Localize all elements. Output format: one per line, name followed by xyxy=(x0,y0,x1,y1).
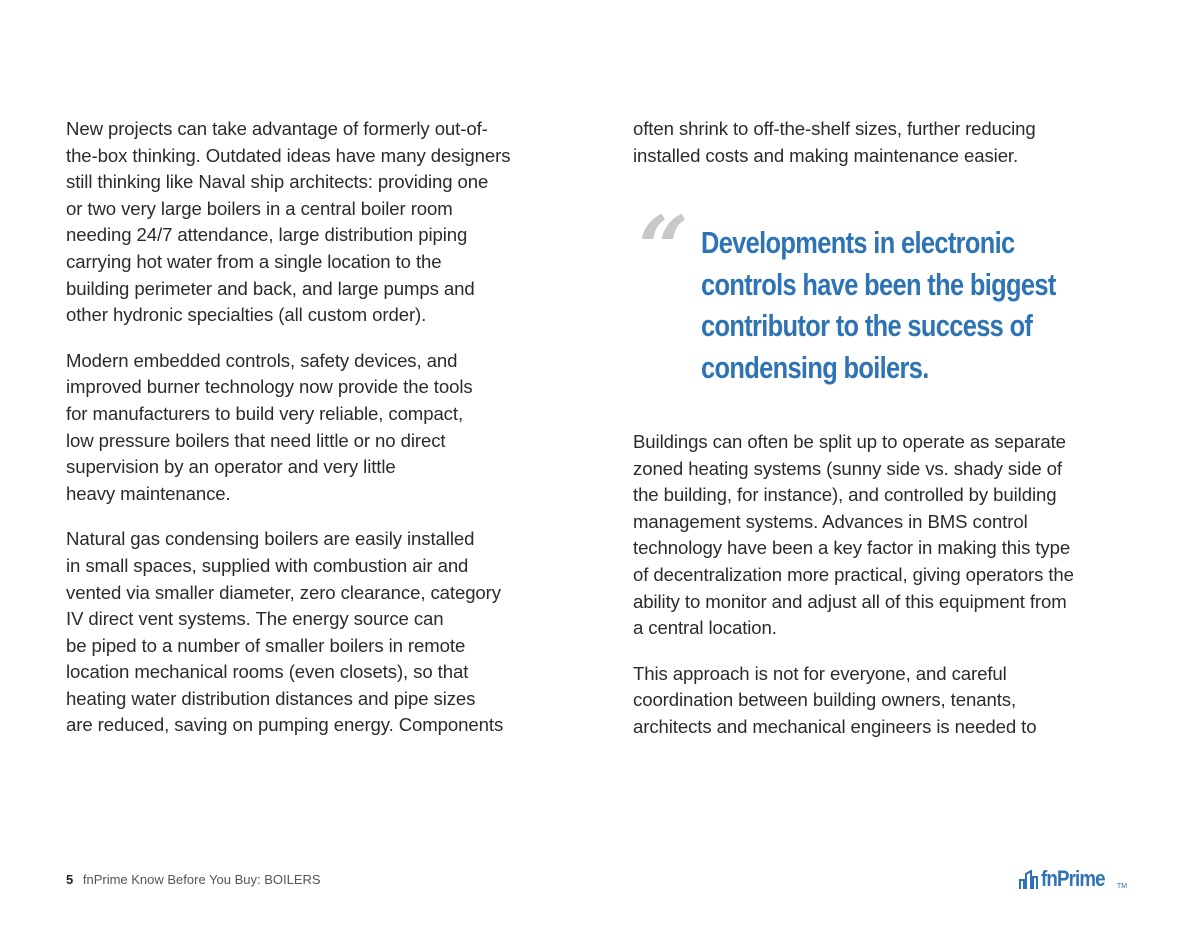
text-line: carrying hot water from a single location to the xyxy=(66,250,442,272)
text-line: Modern embedded controls, safety devices, and xyxy=(66,349,458,371)
text-line: architects and mechanical engineers is needed to xyxy=(633,715,1037,737)
footer-title: fnPrime Know Before You Buy: BOILERS xyxy=(82,872,321,887)
quote-line: controls have been the biggest xyxy=(701,266,1056,302)
text-line: coordination between building owners, tenants, xyxy=(633,689,1017,711)
paragraph xyxy=(66,526,556,739)
text-line: often shrink to off-the-shelf sizes, further reducing xyxy=(633,118,1036,139)
quote-mark-icon: “ xyxy=(638,196,689,300)
paragraph xyxy=(633,116,1133,169)
paragraph xyxy=(66,116,556,329)
text-line: zoned heating systems (sunny side vs. shady side of xyxy=(633,457,1062,479)
text-line: are reduced, saving on pumping energy. Components xyxy=(66,714,504,736)
pull-quote xyxy=(638,196,1118,392)
fnprime-logo xyxy=(1019,864,1127,890)
building-icon xyxy=(1019,870,1039,890)
text-line: New projects can take advantage of formerly out-of- xyxy=(66,118,488,139)
text-line: low pressure boilers that need little or no direct xyxy=(66,429,446,451)
paragraph xyxy=(633,429,1133,642)
trademark: TM xyxy=(1116,883,1128,890)
quote-line: contributor to the success of xyxy=(701,308,1033,343)
text-line: installed costs and making maintenance easier. xyxy=(633,144,1019,166)
text-line: the building, for instance), and controlled by building xyxy=(633,484,1057,506)
text-line: the-box thinking. Outdated ideas have many designers xyxy=(66,144,511,166)
text-line: IV direct vent systems. The energy source can xyxy=(66,608,444,630)
text-line: or two very large boilers in a central boiler room xyxy=(66,197,453,219)
right-column-bottom xyxy=(633,429,1133,760)
quote-line: Developments in electronic xyxy=(701,225,1015,260)
paragraph xyxy=(633,661,1133,741)
text-line: vented via smaller diameter, zero clearance, category xyxy=(66,581,501,603)
text-line: heavy maintenance. xyxy=(66,482,231,504)
text-line: supervision by an operator and very little xyxy=(66,456,396,478)
text-line: other hydronic specialties (all custom order). xyxy=(66,304,427,326)
text-line: a central location. xyxy=(633,617,777,639)
text-line: in small spaces, supplied with combustion air and xyxy=(66,554,469,576)
text-line: of decentralization more practical, giving operators the xyxy=(633,563,1074,585)
logo-text: fnPrime xyxy=(1041,866,1105,891)
text-line: Natural gas condensing boilers are easily installed xyxy=(66,528,475,550)
text-line: be piped to a number of smaller boilers in remote xyxy=(66,634,466,656)
text-line: for manufacturers to build very reliable, compact, xyxy=(66,402,464,424)
text-line: Buildings can often be split up to operate as separate xyxy=(633,431,1066,452)
text-line: needing 24/7 attendance, large distribution piping xyxy=(66,224,468,246)
pull-quote-text xyxy=(701,222,1056,388)
paragraph xyxy=(66,348,556,508)
page-number: 5 xyxy=(66,872,74,887)
text-line: still thinking like Naval ship architects: providing one xyxy=(66,171,489,193)
text-line: location mechanical rooms (even closets), so that xyxy=(66,661,469,683)
text-line: heating water distribution distances and pipe sizes xyxy=(66,687,476,709)
footer xyxy=(66,872,321,887)
text-line: improved burner technology now provide the tools xyxy=(66,376,473,398)
right-column-top xyxy=(633,116,1133,188)
left-column xyxy=(66,116,556,758)
text-line: ability to monitor and adjust all of this equipment from xyxy=(633,590,1067,612)
text-line: technology have been a key factor in making this type xyxy=(633,537,1071,559)
quote-line: condensing boilers. xyxy=(701,349,929,385)
text-line: management systems. Advances in BMS control xyxy=(633,510,1028,532)
text-line: building perimeter and back, and large pumps and xyxy=(66,277,475,299)
text-line: This approach is not for everyone, and careful xyxy=(633,662,1007,684)
